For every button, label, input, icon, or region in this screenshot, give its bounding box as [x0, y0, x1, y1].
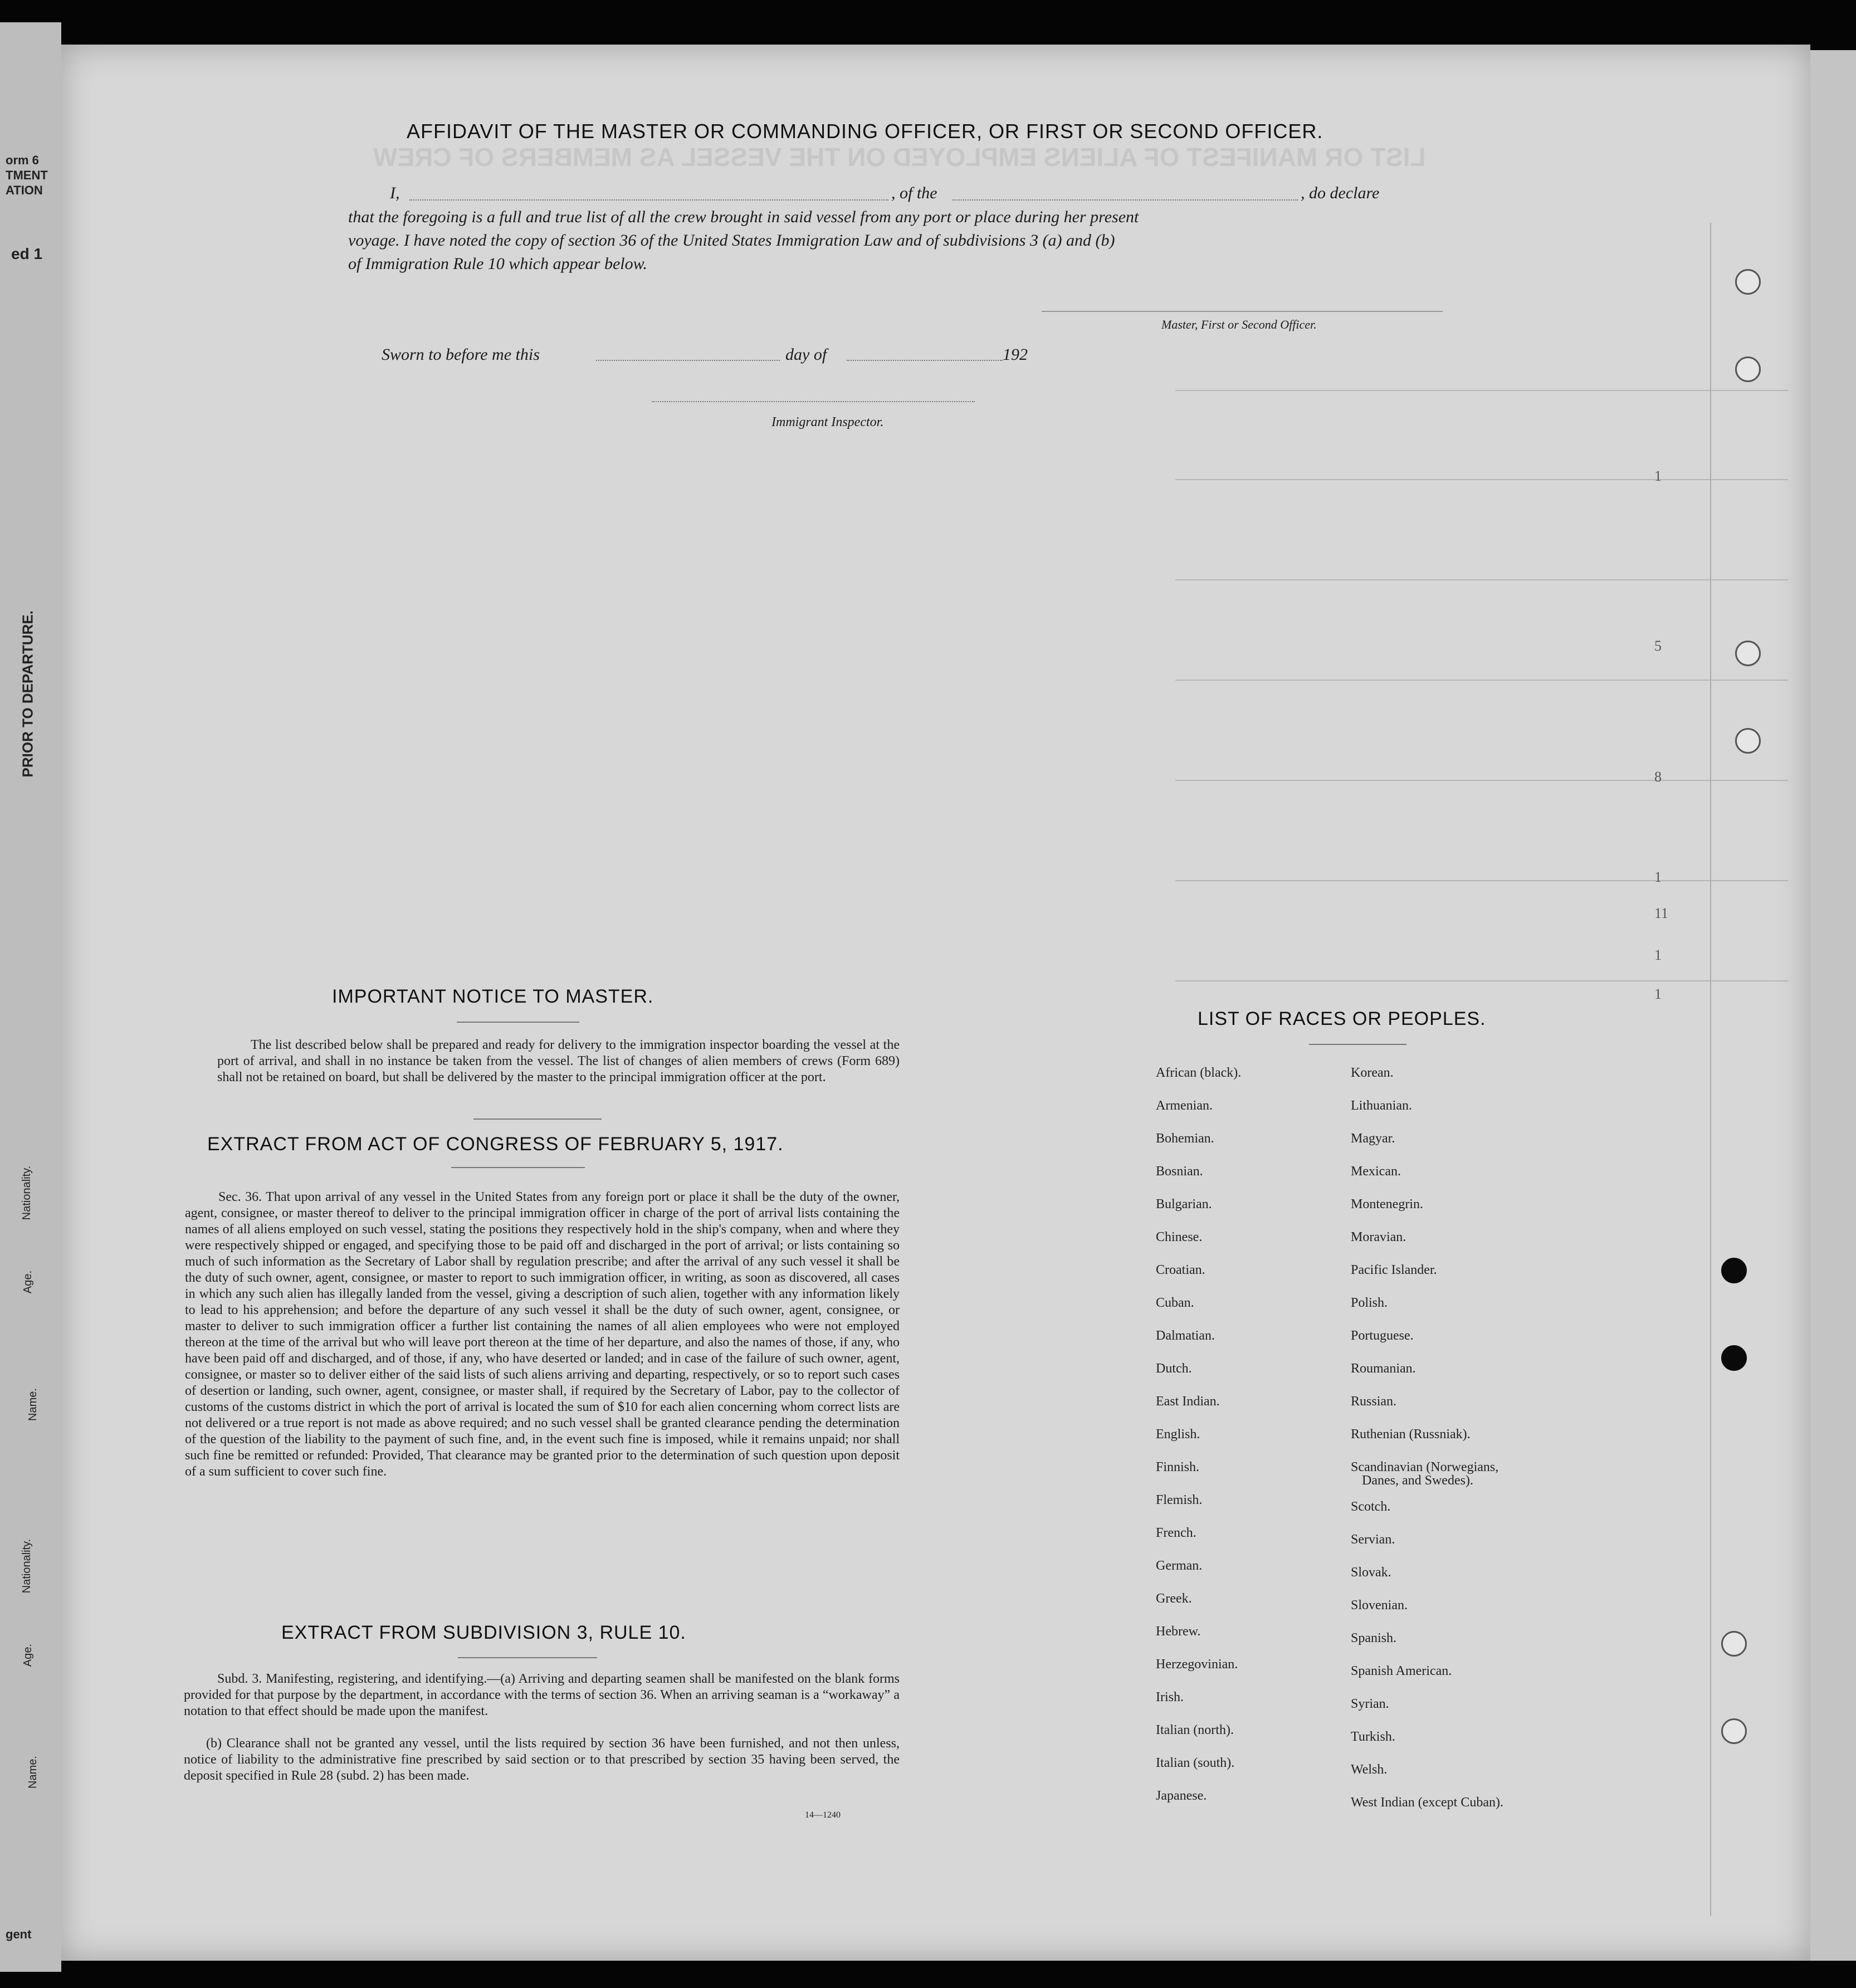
race-item-right: Polish. [1351, 1296, 1388, 1310]
grid-line [1175, 579, 1788, 580]
punch-hole [1735, 269, 1761, 295]
affidavit-line1-end: , do declare [1301, 184, 1380, 202]
signature-label: Master, First or Second Officer. [1161, 318, 1317, 331]
race-item-right: Magyar. [1351, 1131, 1395, 1146]
margin-row-number: 1 [1654, 947, 1662, 963]
affidavit-line3: voyage. I have noted the copy of section 36 of the United States Immigration Law and of subdivisions 3 (a) and (b) [348, 231, 1115, 250]
races-title: LIST OF RACES OR PEOPLES. [1198, 1008, 1486, 1029]
inspector-signature-field[interactable] [652, 401, 975, 402]
race-item-left: Cuban. [1156, 1296, 1194, 1310]
margin-row-number: 1 [1654, 986, 1662, 1002]
punch-hole-dark [1721, 1258, 1747, 1283]
race-item-right: Spanish American. [1351, 1664, 1452, 1678]
grid-line [1710, 223, 1711, 1916]
vessel-name-field[interactable] [953, 199, 1298, 201]
race-item-left: Flemish. [1156, 1493, 1203, 1507]
race-item-left: East Indian. [1156, 1394, 1220, 1409]
race-item-left: Greek. [1156, 1591, 1192, 1606]
margin-row-number: 1 [1654, 468, 1662, 484]
race-item-left: Bohemian. [1156, 1131, 1214, 1146]
race-item-right: Slovenian. [1351, 1598, 1408, 1613]
affidavit-line4: of Immigration Rule 10 which appear below. [348, 255, 647, 273]
extract-rule-para-b: (b) Clearance shall not be granted any vessel, until the lists required by section 36 have been furnished, and not then unless, notice of liability to the administrative fine prescribed by said section or to that prescribed by section 35 having been served, the deposit specified in Rule 28 (subd. 2) has been made. [184, 1736, 900, 1783]
column-label-nationality-2: Nationality. [21, 1538, 33, 1594]
race-item-left: Dutch. [1156, 1361, 1192, 1376]
left-adjacent-page-strip [0, 22, 61, 1972]
race-item-right: Pacific Islander. [1351, 1263, 1437, 1277]
race-item-left: Bosnian. [1156, 1164, 1203, 1179]
race-item-right: Syrian. [1351, 1697, 1389, 1711]
race-item-right: Servian. [1351, 1532, 1395, 1547]
race-item-right: Ruthenian (Russniak). [1351, 1427, 1471, 1442]
column-label-age-1: Age. [22, 1270, 35, 1294]
affidavit-title: AFFIDAVIT OF THE MASTER OR COMMANDING OFFICER, OR FIRST OR SECOND OFFICER. [407, 120, 1323, 143]
affidavit-line1-mid: , of the [891, 184, 937, 202]
race-item-left: African (black). [1156, 1066, 1242, 1080]
race-item-left: English. [1156, 1427, 1200, 1442]
race-item-left: Hebrew. [1156, 1624, 1201, 1639]
form-label-gent: gent [6, 1927, 32, 1941]
race-item-left: Irish. [1156, 1690, 1184, 1704]
punch-hole-dark [1721, 1345, 1747, 1371]
race-item-right: Roumanian. [1351, 1361, 1416, 1376]
form-label-ed: ed 1 [11, 245, 43, 262]
races-title-rule [1309, 1044, 1406, 1045]
race-item-right: Welsh. [1351, 1762, 1388, 1777]
race-item-right: Spanish. [1351, 1631, 1397, 1645]
extract-rule-title-rule [458, 1657, 597, 1658]
form-label-1: orm 6 [6, 153, 39, 167]
column-label-name-1: Name. [26, 1388, 39, 1421]
punch-hole [1721, 1631, 1747, 1657]
extract-act-title: EXTRACT FROM ACT OF CONGRESS OF FEBRUARY 5, 1917. [207, 1134, 784, 1155]
notice-title: IMPORTANT NOTICE TO MASTER. [332, 986, 654, 1007]
extract-rule-title: EXTRACT FROM SUBDIVISION 3, RULE 10. [281, 1622, 686, 1643]
grid-line [1175, 680, 1788, 681]
sworn-start: Sworn to before me this [382, 345, 540, 364]
margin-row-number: 1 [1654, 869, 1662, 885]
race-item-right: Portuguese. [1351, 1328, 1414, 1343]
race-item-right: Slovak. [1351, 1565, 1391, 1580]
vertical-departure-label: PRIOR TO DEPARTURE. [19, 610, 36, 778]
right-adjacent-page-strip [1810, 50, 1856, 1961]
punch-hole [1721, 1718, 1747, 1744]
race-item-left: Bulgarian. [1156, 1197, 1212, 1212]
race-item-left: Finnish. [1156, 1460, 1200, 1474]
race-item-left: Italian (north). [1156, 1723, 1234, 1737]
race-item-right: West Indian (except Cuban). [1351, 1795, 1503, 1810]
race-scandinavian-continued: Danes, and Swedes). [1362, 1473, 1473, 1488]
race-item-left: Dalmatian. [1156, 1328, 1215, 1343]
manifest-sheet [61, 45, 1810, 1961]
notice-title-rule [457, 1022, 579, 1023]
grid-line [1175, 880, 1788, 881]
race-item-right: Scandinavian (Norwegians, [1351, 1460, 1499, 1474]
column-label-nationality-1: Nationality. [21, 1165, 33, 1220]
extract-act-title-rule [451, 1167, 585, 1168]
signature-field[interactable] [1042, 311, 1443, 312]
grid-line [1175, 980, 1788, 981]
form-label-3: ATION [6, 183, 43, 197]
extract-rule-para-a: Subd. 3. Manifesting, registering, and identifying.—(a) Arriving and departing seamen shall be manifested on the blank forms provided for that purpose by the department, in accordance with the terms of section 36. When an arriving seaman is a “workaway” a notation to that effect should be made upon the manifest. [184, 1672, 900, 1718]
punch-hole [1735, 641, 1761, 666]
notice-end-rule [473, 1118, 602, 1120]
race-item-right: Turkish. [1351, 1730, 1395, 1744]
margin-row-number: 8 [1654, 769, 1662, 785]
sworn-year: 192 [1003, 345, 1028, 364]
form-label-2: TMENT [6, 168, 48, 182]
race-item-left: Armenian. [1156, 1098, 1213, 1113]
grid-line [1175, 390, 1788, 391]
race-item-left: French. [1156, 1526, 1196, 1540]
race-item-right: Scotch. [1351, 1499, 1391, 1514]
race-item-left: Japanese. [1156, 1789, 1207, 1803]
sworn-mid: day of [785, 345, 827, 364]
race-item-right: Mexican. [1351, 1164, 1401, 1179]
sworn-day-field[interactable] [596, 360, 780, 361]
margin-row-number: 5 [1654, 638, 1662, 654]
race-item-left: Chinese. [1156, 1230, 1203, 1244]
grid-line [1175, 780, 1788, 781]
race-item-left: German. [1156, 1559, 1203, 1573]
inspector-label: Immigrant Inspector. [771, 415, 884, 429]
extract-act-text: Sec. 36. That upon arrival of any vessel in the United States from any foreign port or place it shall be the duty of the owner, agent, consignee, or master thereof to deliver to the principal immigration officer in charge of the port of arrival lists containing the names of all aliens employed on such vessel, stating the positions they respectively hold in the ship's company, when and where they were respectively shipped or engaged, and specifying those to be paid off and discharged in the port of arrival; or lists containing so much of such information as the Secretary of Labor shall by regulation prescribe; and after the arrival of any such vessel it shall be the duty of such owner, agent, consignee, or master to report to such immigration officer, in writing, as soon as discovered, all cases in which any such alien has illegally landed from the vessel, giving a description of such alien, together with any information likely to lead to his apprehension; and before the departure of any such vessel it shall be the duty of such owner, agent, consignee, or master to deliver to such immigration officer a further list containing the names of all alien employees who were not employed thereon at the time of the arrival but who will leave port thereon at the time of her departure, and also the names of those, if any, who have been paid off and discharged, and of those, if any, who have deserted or landed; and in case of the failure of such owner, agent, consignee, or master so to deliver either of the said lists of such aliens arriving and departing, respectively, or so to report such cases of desertion or landing, such owner, agent, consignee, or master shall, if required by the Secretary of Labor, pay to the collector of customs of the customs district in which the port of arrival is located the sum of $10 for each alien concerning whom correct lists are not delivered or a true report is not made as above required; and no such vessel shall be granted clearance pending the determination of the question of the liability to the payment of such fine, and, in the event such fine is imposed, while it remains unpaid; nor shall such fine be remitted or refunded: Provided, That clearance may be granted prior to the determination of such question upon deposit of a sum sufficient to cover such fine. [185, 1190, 900, 1479]
notice-text: The list described below shall be prepared and ready for delivery to the immigration inspector boarding the vessel at the port of arrival, and shall in no instance be taken from the vessel. The list of changes of alien members of crews (Form 689) shall not be retained on board, but shall be delivered by the master to the principal immigration officer at the port. [217, 1038, 900, 1085]
form-number: 14—1240 [805, 1810, 841, 1820]
declarant-name-field[interactable] [409, 199, 888, 201]
margin-row-number: 11 [1654, 905, 1669, 921]
bleed-through-text: LIST OR MANIFEST OF ALIENS EMPLOYED ON THE VESSEL AS MEMBERS OF CREW [373, 143, 1426, 172]
grid-line [1175, 479, 1788, 480]
race-item-left: Italian (south). [1156, 1756, 1235, 1770]
race-item-right: Korean. [1351, 1066, 1394, 1080]
race-item-left: Croatian. [1156, 1263, 1205, 1277]
affidavit-line1-start: I, [390, 184, 400, 202]
punch-hole [1735, 728, 1761, 754]
race-item-right: Montenegrin. [1351, 1197, 1423, 1212]
race-item-right: Lithuanian. [1351, 1098, 1412, 1113]
sworn-month-field[interactable] [847, 360, 1003, 361]
race-item-right: Moravian. [1351, 1230, 1406, 1244]
race-item-left: Herzegovinian. [1156, 1657, 1238, 1672]
column-label-age-2: Age. [22, 1643, 35, 1667]
affidavit-line2: that the foregoing is a full and true list of all the crew brought in said vessel from any port or place during her present [348, 208, 1139, 226]
punch-hole [1735, 356, 1761, 382]
race-item-right: Russian. [1351, 1394, 1397, 1409]
column-label-name-2: Name. [26, 1756, 39, 1789]
